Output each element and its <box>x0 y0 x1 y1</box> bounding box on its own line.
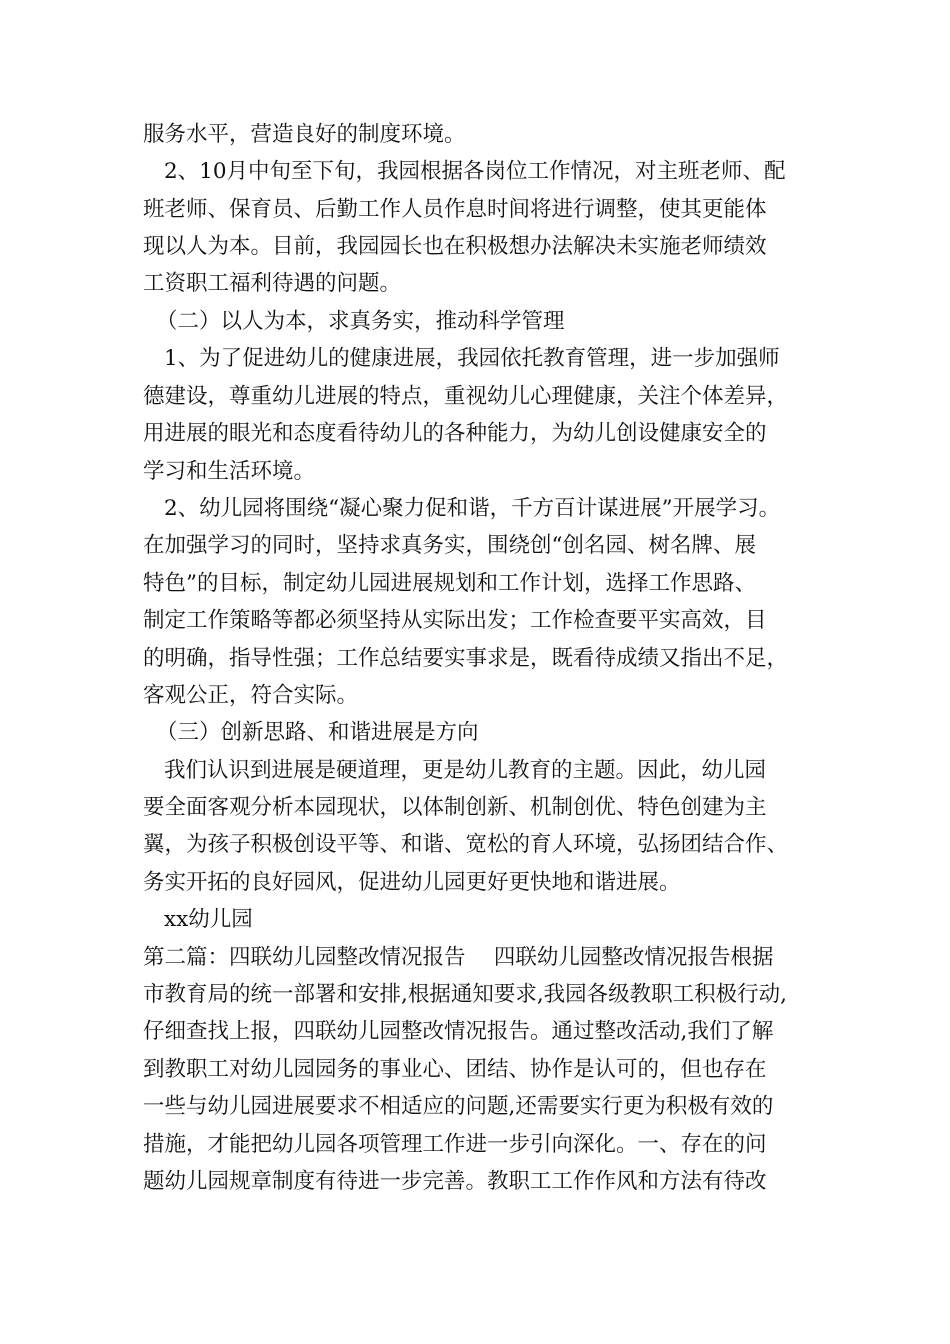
text-line: 仔细查找上报，四联幼儿园整改情况报告。通过整改活动,我们了解 <box>143 1019 774 1044</box>
text-line: 措施，才能把幼儿园各项管理工作进一步引向深化。一、存在的问 <box>143 1132 767 1157</box>
text-line: 的明确，指导性强；工作总结要实事求是，既看待成绩又指出不足， <box>143 646 789 671</box>
text-line: 市教育局的统一部署和安排,根据通知要求,我园各级教职工积极行动, <box>143 982 788 1007</box>
text-line: 翼，为孩子积极创设平等、和谐、宽松的育人环境，弘扬团结合作、 <box>143 832 789 857</box>
section-heading: （二）以人为本，求真务实，推动科学管理 <box>156 309 565 334</box>
text-line: 特色”的目标，制定幼儿园进展规划和工作计划，选择工作思路、 <box>143 571 756 596</box>
text-line: 题幼儿园规章制度有待进一步完善。教职工工作作风和方法有待改 <box>143 1169 767 1194</box>
text-line: 工资职工福利待遇的问题。 <box>143 271 402 296</box>
text-line: 2、10月中旬至下旬，我园根据各岗位工作情况，对主班老师、配 <box>164 159 786 184</box>
text-line: 2、幼儿园将围绕“凝心聚力促和谐，千方百计谋进展”开展学习。 <box>164 496 781 521</box>
section-heading: （三）创新思路、和谐进展是方向 <box>156 720 479 745</box>
text-line: 德建设，尊重幼儿进展的特点，重视幼儿心理健康，关注个体差异， <box>143 384 789 409</box>
text-line: 第二篇：四联幼儿园整改情况报告 四联幼儿园整改情况报告根据 <box>143 945 774 970</box>
text-line: 班老师、保育员、后勤工作人员作息时间将进行调整，使其更能体 <box>143 197 767 222</box>
text-line: 服务水平，营造良好的制度环境。 <box>143 122 466 147</box>
text-line: 制定工作策略等都必须坚持从实际出发；工作检查要平实高效，目 <box>143 608 767 633</box>
text-line: 客观公正，符合实际。 <box>143 683 359 708</box>
signature-line: xx幼儿园 <box>164 907 253 932</box>
text-line: 我们认识到进展是硬道理，更是幼儿教育的主题。因此，幼儿园 <box>164 758 767 783</box>
text-line: 务实开拓的良好园风，促进幼儿园更好更快地和谐进展。 <box>143 870 681 895</box>
text-line: 用进展的眼光和态度看待幼儿的各种能力，为幼儿创设健康安全的 <box>143 421 767 446</box>
text-line: 现以人为本。目前，我园园长也在积极想办法解决未实施老师绩效 <box>143 234 767 259</box>
text-line: 1、为了促进幼儿的健康进展，我园依托教育管理，进一步加强师 <box>164 346 780 371</box>
text-line: 一些与幼儿园进展要求不相适应的问题,还需要实行更为积极有效的 <box>143 1094 774 1119</box>
text-line: 到教职工对幼儿园园务的事业心、团结、协作是认可的，但也存在 <box>143 1057 767 1082</box>
text-line: 学习和生活环境。 <box>143 459 316 484</box>
text-line: 在加强学习的同时，坚持求真务实，围绕创“创名园、树名牌、展 <box>143 533 756 558</box>
text-line: 要全面客观分析本园现状，以体制创新、机制创优、特色创建为主 <box>143 795 767 820</box>
